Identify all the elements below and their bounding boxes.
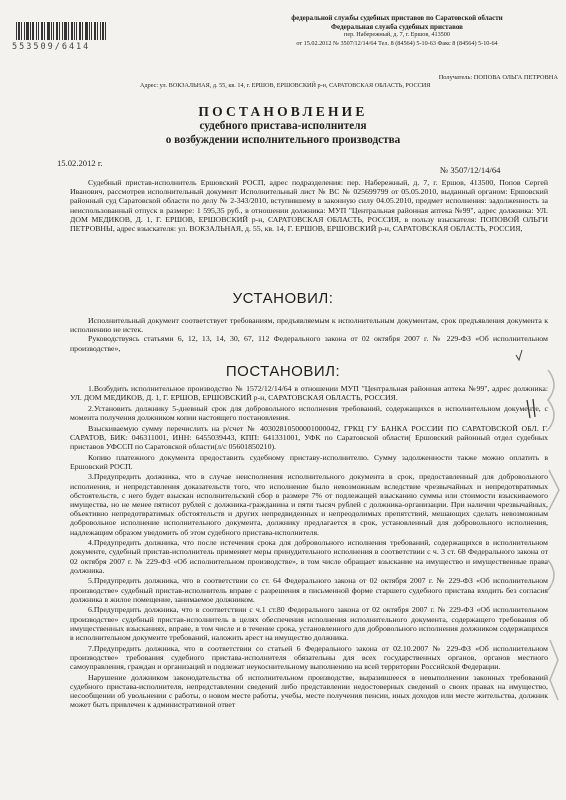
list-item: Копию платежного документа предоставить судебному приставу-исполнителю. Сумму задолженности также можно оплатить в Ершовский РОСП. xyxy=(70,452,548,471)
ustanovil-paragraph-1: Исполнительный документ соответствует требованиям, предъявляемым к исполнительным документам, срок предъявления документа к исполнению не истек. xyxy=(70,316,548,335)
list-item: Нарушение должником законодательства об исполнительном производстве, выразившееся в невыполнении законных требований судебного пристава-исполнителя, непредставлении сведений либо представлении недостоверных сведений о своих правах на имущество, несообщении об увольнении с работы, о новом месте работы, учебы, месте получения пенсии, иных доходов или месте жительства, должник может быть привлечен к административной ответ xyxy=(70,672,548,710)
pen-tick-icon xyxy=(514,348,524,362)
list-item: 5.Предупредить должника, что в соответствии со ст. 64 Федерального закона от 02 октября 2007 г. № 229-ФЗ «Об исполнительном производстве» судебный пристав-исполнитель вправе с разрешения в письменной форме старшего судебного пристава входить без согласия должника в жилое помещение, занимаемое должником. xyxy=(70,576,548,604)
document-subtitle-2: о возбуждении исполнительного производства xyxy=(165,134,401,146)
header-line-2: Федеральная служба судебных приставов xyxy=(331,22,463,31)
postanovil-heading: ПОСТАНОВИЛ: xyxy=(225,363,341,380)
recipient-address: Адрес: ул. ВОКЗАЛЬНАЯ, д. 55, кв. 14, г. ЕРШОВ, ЕРШОВСКИЙ р-н, САРАТОВСКАЯ ОБЛАСТЬ, РОССИЯ xyxy=(140,82,431,89)
ustanovil-paragraph-2: Руководствуясь статьями 6, 12, 13, 14, 30, 67, 112 Федерального закона от 02 октября 2007 г. № 229-ФЗ «Об исполнительном производстве», xyxy=(70,334,548,353)
document-title: ПОСТАНОВЛЕНИЕ xyxy=(198,104,368,119)
list-item: 2.Установить должнику 5-дневный срок для добровольного исполнения требований, содержащихся в исполнительном документе, с момента получения должником копии настоящего постановления. xyxy=(70,403,548,422)
list-item: Взыскиваемую сумму перечислить на р/счет № 40302810500001000042, ГРКЦ ГУ БАНКА РОССИИ ПО САРАТОВСКОЙ ОБЛ. Г. САРАТОВ, БИК: 046311001, ИНН: 6455039443, КПП: 641331001, УФК по Саратовской области( Ершовский районный отдел судебных приставов УФССП по Саратовской области(л/с 05601850210). xyxy=(70,423,548,451)
list-item: 4.Предупредить должника, что после истечения срока для добровольного исполнения требований, содержащихся в исполнительном документе, судебный пристав-исполнитель применяет меры принудительного исполнения в соответствии с ч. 3 ст. 68 Федерального закона от 02 октября 2007 г. № 229-ФЗ «Об исполнительном производстве», в том числе обращает взыскание на имущество и имущественные права должника. xyxy=(70,538,548,575)
ustanovil-heading: УСТАНОВИЛ: xyxy=(232,290,334,307)
list-item: 3.Предупредить должника, что в случае неисполнения исполнительного документа в срок, предоставленный для добровольного исполнения, и непредставления доказательств того, что исполнение было невозможным вследствие чрезвычайных и непредотвратимых обстоятельств, с него будет взыскан исполнительский сбор в размере 7% от подлежащей взысканию суммы или стоимости взыскиваемого имущества, но не менее пятисот рублей с должника-гражданина и пяти тысяч рублей с должника-организации. При наличии чрезвычайных, объективно непредотвратимых обстоятельств и других непредвиденных и непреодолимых препятствий, мешающих сделать невозможным добровольное исполнение исполнительного документа, должнику предлагается в срок, установленный для добровольного исполнения, надлежащим образом уведомить об этом судебного пристава-исполнителя. xyxy=(70,472,548,537)
postanovil-list xyxy=(70,384,548,711)
intro-text: Судебный пристав-исполнитель Ершовский РОСП, адрес подразделения: пер. Набережный, д. 7, г. Ершов, 413500, Попов Сергей Иванович, рассмотрев исполнительный документ Исполнительный лист № ВС № 025699799 от 05.05.2010, выданный органом: Ершовский районный суд Саратовской области по делу № 2-343/2010, вступившему в законную силу 04.05.2010, предмет исполнения: задолженность за неиспользованный отпуск в размере: 1 595,35 руб., в отношении должника: МУП "Центральная районная аптека №99", адрес должника: УЛ. ДОМ МЕДИКОВ, Д. 1, Г. ЕРШОВ, ЕРШОВСКИЙ р-н, САРАТОВСКАЯ ОБЛАСТЬ, РОССИЯ, в пользу взыскателя: ПОПОВОЙ ОЛЬГИ ПЕТРОВНЫ, адрес взыскателя: ул. ВОКЗАЛЬНАЯ, д. 55, кв. 14, Г. ЕРШОВ, ЕРШОВСКИЙ р-н, САРАТОВСКАЯ ОБЛАСТЬ, РОССИЯ, xyxy=(70,178,548,234)
header-line-4: от 15.02.2012 № 3507/12/14/64 Тел. 8 (84564) 5-10-63 Факс 8 (84564) 5-10-64 xyxy=(296,39,498,47)
list-item: 7.Предупредить должника, что в соответствии со статьей 6 Федерального закона от 02.10.2007 № 229-ФЗ «Об исполнительном производстве» требования судебного пристава-исполнителя обязательны для всех государственных органов, органов местного самоуправления, граждан и организаций и подлежат неукоснительному выполнению на всей территории Российской Федерации. xyxy=(70,643,548,672)
recipient-line: Получатель: ПОПОВА ОЛЬГА ПЕТРОВНА xyxy=(438,74,558,81)
list-item: 6.Предупредить должника, что в соответствии с ч.1 ст.80 Федерального закона от 02 октября 2007 г. № 229-ФЗ «Об исполнительном производстве» судебный пристав-исполнитель в целях обеспечения исполнения исполнительного документа, содержащего требования об имущественных взысканиях, вправе, в том числе и в течение срока, установленного для добровольного исполнения должником содержащихся в исполнительном документе требований, наложить арест на имущество должника. xyxy=(70,605,548,643)
intro-paragraph xyxy=(70,178,548,233)
issuer-header xyxy=(232,14,562,48)
pen-check-mark-icon xyxy=(524,398,538,420)
header-line-1: федеральной службы судебных приставов по Саратовской области xyxy=(291,14,503,22)
side-watermark xyxy=(544,360,564,750)
document-date: 15.02.2012 г. xyxy=(57,158,103,168)
document-subtitle-1: судебного пристава-исполнителя xyxy=(199,120,367,132)
barcode-graphic xyxy=(16,22,108,40)
barcode-number: 553509/6414 xyxy=(12,42,91,52)
header-line-3: пер. Набережный, д. 7, г. Ершов, 413500 xyxy=(344,31,450,39)
document-number: № 3507/12/14/64 xyxy=(440,165,501,175)
list-item: 1.Возбудить исполнительное производство № 1572/12/14/64 в отношении МУП "Центральная районная аптека №99", адрес должника: УЛ. ДОМ МЕДИКОВ, Д. 1, Г. ЕРШОВ, ЕРШОВСКИЙ р-н, САРАТОВСКАЯ ОБЛАСТЬ, РОССИЯ. xyxy=(70,384,548,403)
ustanovil-body xyxy=(70,316,548,353)
